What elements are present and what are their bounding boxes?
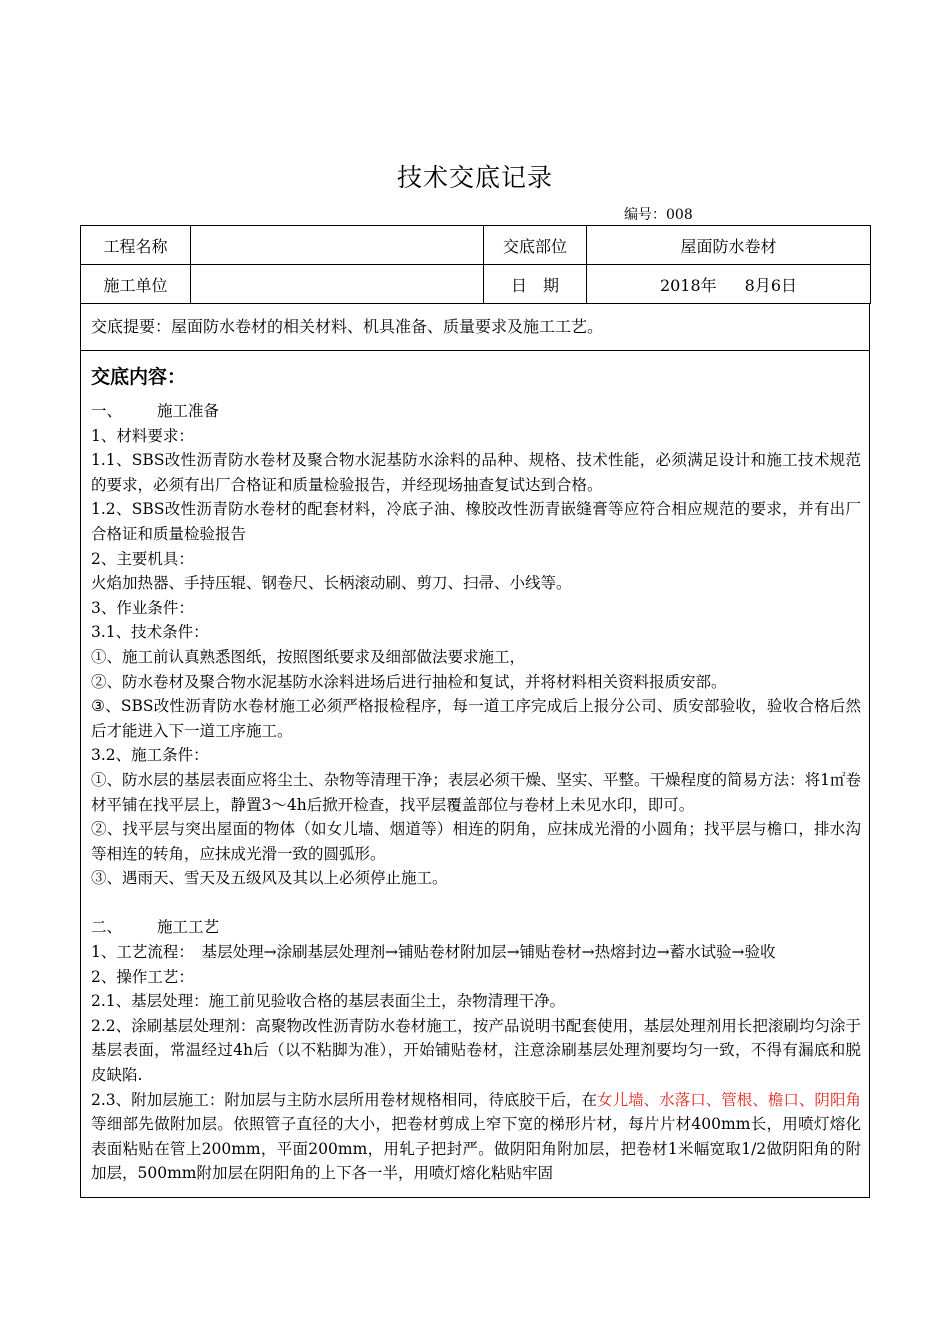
- paragraph-2-3-highlight: 女儿墙、水落口、管根、檐口、阴阳角: [597, 1090, 861, 1109]
- date-monthday: 8月6日: [744, 275, 798, 295]
- technical-conditions-heading: 3.1、技术条件：: [91, 623, 209, 642]
- handover-part-label: 交底部位: [484, 226, 587, 265]
- site-condition-3: ③、遇雨天、雪天及五级风及其以上必须停止施工。: [91, 869, 448, 888]
- content-box: [80, 350, 870, 1198]
- paragraph-1-1: 1.1、SBS改性沥青防水卷材及聚合物水泥基防水涂料的品种、规格、技术性能，必须满足设计和施工技术规范的要求，必须有出厂合格证和质量检验报告，并经现场抽查复试达到合格。: [91, 451, 861, 494]
- process-flow: 1、工艺流程： 基层处理→涂刷基层处理剂→铺贴卷材附加层→铺贴卷材→热熔封边→蓄水试验→验收: [91, 943, 776, 962]
- paragraph-2-3-start: 2.3、附加层施工：附加层与主防水层所用卷材规格相同，待底胶干后，在: [91, 1090, 598, 1109]
- summary-text: 交底提要：屋面防水卷材的相关材料、机具准备、质量要求及施工工艺。: [91, 317, 604, 336]
- project-name-value: [191, 226, 484, 265]
- operation-heading: 2、操作工艺：: [91, 967, 194, 986]
- section-one-number: 一、: [91, 402, 123, 420]
- section-one-label: 施工准备: [157, 402, 220, 420]
- section-two-number: 二、: [91, 918, 123, 937]
- header-table: [80, 225, 871, 304]
- technical-condition-1: ①、施工前认真熟悉图纸，按照图纸要求及细部做法要求施工，: [91, 647, 526, 666]
- doc-number: 编号：008: [624, 207, 693, 223]
- date-year: 2018年: [659, 275, 717, 295]
- date-label: 日 期: [484, 265, 587, 304]
- section-two-title: [91, 915, 861, 940]
- table-row: [81, 226, 871, 265]
- site-conditions-heading: 3.2、施工条件：: [91, 746, 209, 765]
- site-condition-2: ②、找平层与突出屋面的物体（如女儿墙、烟道等）相连的阴角，应抹成光滑的小圆角；找平层与檐口，排水沟等相连的转角，应抹成光滑一致的圆弧形。: [91, 820, 861, 863]
- summary-row: [80, 304, 870, 351]
- paragraph-1-2: 1.2、SBS改性沥青防水卷材的配套材料，冷底子油、橡胶改性沥青嵌缝膏等应符合相应规范的要求，并有出厂合格证和质量检验报告: [91, 500, 861, 543]
- content-heading: 交底内容：: [91, 366, 187, 388]
- technical-condition-2: ②、防水卷材及聚合物水泥基防水涂料进场后进行抽检和复试，并将材料相关资料报质安部。: [91, 672, 727, 691]
- section-one-title: [91, 399, 861, 424]
- conditions-heading: 3、作业条件：: [91, 598, 194, 617]
- section-two-label: 施工工艺: [157, 918, 220, 937]
- tools-heading: 2、主要机具：: [91, 549, 194, 568]
- paragraph-2-3-end: 等细部先做附加层。依照管子直径的大小，把卷材剪成上窄下宽的梯形片材，每片片材400mm长，用喷灯熔化表面粘贴在管上200mm，平面200mm，用轧子把封严。做阴阳角附加层，把卷材1米幅宽取1/2做阴阳角的附加层，500mm附加层在阴阳角的上下各一半，用喷灯熔化粘贴牢固: [91, 1115, 861, 1183]
- construction-unit-label: 施工单位: [81, 265, 191, 304]
- tools-text: 火焰加热器、手持压辊、钢卷尺、长柄滚动刷、剪刀、扫帚、小线等。: [91, 574, 572, 593]
- construction-unit-value: [191, 265, 484, 304]
- site-condition-1: ①、防水层的基层表面应将尘土、杂物等清理干净；表层必须干燥、坚实、平整。干燥程度的简易方法：将1㎡卷材平铺在找平层上，静置3～4h后掀开检查，找平层覆盖部位与卷材上未见水印，即可。: [91, 770, 861, 814]
- material-heading: 1、材料要求：: [91, 426, 194, 445]
- table-row: [81, 265, 871, 304]
- date-value: [587, 265, 871, 304]
- paragraph-2-3: [91, 1088, 861, 1186]
- paragraph-2-2: 2.2、涂刷基层处理剂：高聚物改性沥青防水卷材施工，按产品说明书配套使用，基层处理剂用长把滚刷均匀涂于基层表面，常温经过4h后（以不粘脚为准），开始铺贴卷材，注意涂刷基层处理剂要均匀一致，不得有漏底和脱皮缺陷.: [91, 1016, 861, 1085]
- technical-condition-3: ③、SBS改性沥青防水卷材施工必须严格报检程序，每一道工序完成后上报分公司、质安部验收，验收合格后然后才能进入下一道工序施工。: [91, 697, 861, 740]
- page-title: 技术交底记录: [396, 163, 553, 192]
- paragraph-2-1: 2.1、基层处理：施工前见验收合格的基层表面尘土，杂物清理干净。: [91, 992, 566, 1011]
- handover-part-value: 屋面防水卷材: [587, 226, 871, 265]
- project-name-label: 工程名称: [81, 226, 191, 265]
